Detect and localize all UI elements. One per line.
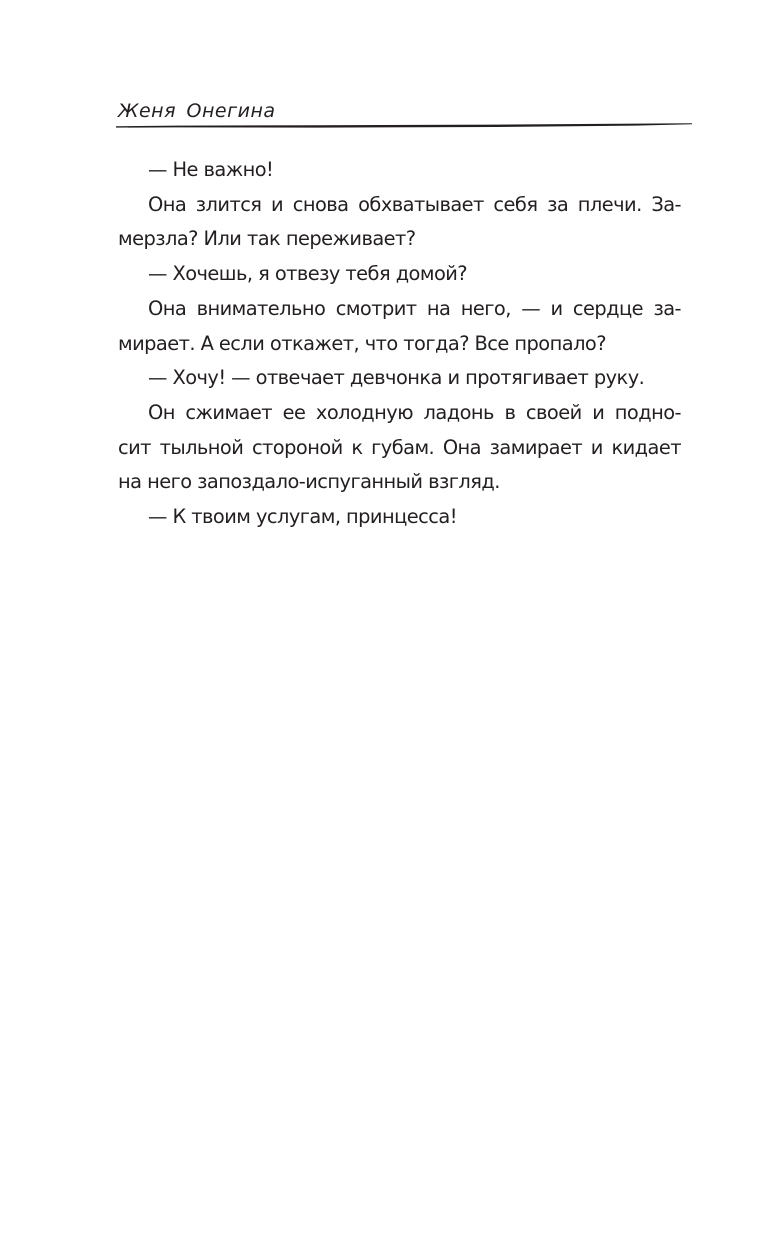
text-line: мирает. А если откажет, что тогда? Все пропало?: [118, 331, 606, 355]
text-line: сит тыльной стороной к губам. Она замирает и кидает: [118, 435, 681, 459]
text-line: — К твоим услугам, принцесса!: [148, 505, 457, 529]
header-rule: [116, 121, 692, 129]
body-text: [118, 153, 681, 535]
text-line: — Хочешь, я отвезу тебя домой?: [148, 262, 468, 286]
text-line: на него запоздало-испуганный взгляд.: [118, 470, 500, 494]
text-line: — Не важно!: [148, 158, 274, 181]
text-line: Она внимательно смотрит на него, — и сердце за-: [148, 296, 681, 320]
text-line: мерзла? Или так переживает?: [118, 227, 416, 251]
text-line: Она злится и снова обхватывает себя за плечи. За-: [148, 192, 681, 216]
running-head-author: Женя Онегина: [118, 100, 276, 122]
text-line: Он сжимает ее холодную ладонь в своей и подно-: [148, 400, 681, 424]
text-line: — Хочу! — отвечает девчонка и протягивает руку.: [148, 366, 645, 390]
